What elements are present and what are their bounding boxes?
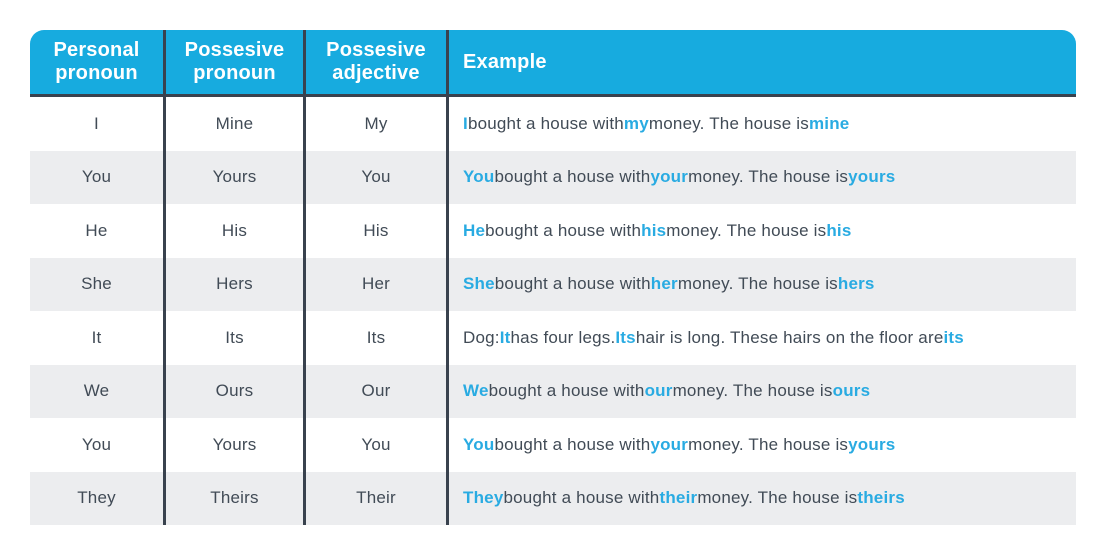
cell-possessive-adjective: Her <box>306 258 449 312</box>
highlighted-word: its <box>943 327 964 347</box>
cell-possessive-pronoun: His <box>166 204 306 258</box>
cell-example <box>449 311 1076 365</box>
cell-example <box>449 97 1076 151</box>
highlighted-word: They <box>463 488 504 508</box>
table-row <box>30 204 1076 258</box>
cell-possessive-pronoun: Ours <box>166 365 306 419</box>
example-text: bought a house with <box>488 381 645 401</box>
cell-example <box>449 418 1076 472</box>
cell-possessive-pronoun: Yours <box>166 151 306 205</box>
table-row <box>30 97 1076 151</box>
cell-possessive-adjective: Our <box>306 365 449 419</box>
example-text: money. The house is <box>666 220 827 240</box>
example-text: money. The house is <box>648 113 809 133</box>
cell-possessive-adjective: You <box>306 418 449 472</box>
cell-possessive-pronoun: Yours <box>166 418 306 472</box>
example-text: bought a house with <box>503 488 660 508</box>
table-row <box>30 472 1076 526</box>
example-text: money. The house is <box>688 434 849 454</box>
highlighted-word: yours <box>848 167 896 187</box>
cell-possessive-adjective: Their <box>306 472 449 526</box>
cell-example <box>449 204 1076 258</box>
table-row <box>30 311 1076 365</box>
highlighted-word: their <box>659 488 698 508</box>
example-text: money. The house is <box>688 167 849 187</box>
example-text: money. The house is <box>672 381 833 401</box>
cell-example <box>449 151 1076 205</box>
example-text: money. The house is <box>677 274 838 294</box>
highlighted-word: We <box>463 381 489 401</box>
cell-example <box>449 258 1076 312</box>
cell-personal-pronoun: It <box>30 311 166 365</box>
cell-example <box>449 472 1076 526</box>
cell-possessive-adjective: My <box>306 97 449 151</box>
cell-possessive-adjective: His <box>306 204 449 258</box>
header-possessive-pronoun: Possesive pronoun <box>166 30 306 94</box>
highlighted-word: your <box>650 167 689 187</box>
cell-possessive-pronoun: Hers <box>166 258 306 312</box>
example-text: has four legs. <box>510 327 616 347</box>
highlighted-word: It <box>499 327 511 347</box>
cell-personal-pronoun: I <box>30 97 166 151</box>
header-possessive-adjective: Possesive adjective <box>306 30 449 94</box>
cell-possessive-pronoun: Theirs <box>166 472 306 526</box>
example-text: bought a house with <box>494 434 651 454</box>
example-text: money. The house is <box>697 488 858 508</box>
example-text: bought a house with <box>467 113 624 133</box>
highlighted-word: You <box>463 167 495 187</box>
highlighted-word: He <box>463 220 486 240</box>
highlighted-word: Its <box>615 327 636 347</box>
highlighted-word: yours <box>848 434 896 454</box>
highlighted-word: your <box>650 434 689 454</box>
cell-personal-pronoun: You <box>30 418 166 472</box>
highlighted-word: ours <box>832 381 871 401</box>
highlighted-word: my <box>623 113 649 133</box>
highlighted-word: You <box>463 434 495 454</box>
cell-example <box>449 365 1076 419</box>
table-header <box>30 30 1076 97</box>
header-example: Example <box>463 50 547 73</box>
cell-possessive-pronoun: Its <box>166 311 306 365</box>
highlighted-word: theirs <box>857 488 905 508</box>
cell-personal-pronoun: We <box>30 365 166 419</box>
table-row <box>30 258 1076 312</box>
example-text: Dog: <box>463 327 500 347</box>
highlighted-word: mine <box>808 113 850 133</box>
table-body <box>30 97 1076 525</box>
highlighted-word: hers <box>837 274 875 294</box>
pronoun-table <box>30 30 1076 525</box>
highlighted-word: our <box>644 381 673 401</box>
highlighted-word: She <box>463 274 495 294</box>
example-text: bought a house with <box>494 167 651 187</box>
cell-personal-pronoun: He <box>30 204 166 258</box>
cell-possessive-adjective: Its <box>306 311 449 365</box>
cell-possessive-adjective: You <box>306 151 449 205</box>
header-personal-pronoun: Personal pronoun <box>30 30 166 94</box>
example-text: bought a house with <box>494 274 651 294</box>
table-row <box>30 365 1076 419</box>
highlighted-word: his <box>826 220 852 240</box>
table-row <box>30 151 1076 205</box>
cell-personal-pronoun: She <box>30 258 166 312</box>
cell-possessive-pronoun: Mine <box>166 97 306 151</box>
example-text: bought a house with <box>485 220 642 240</box>
highlighted-word: his <box>641 220 667 240</box>
highlighted-word: I <box>463 113 468 133</box>
cell-personal-pronoun: They <box>30 472 166 526</box>
table-row <box>30 418 1076 472</box>
highlighted-word: her <box>650 274 678 294</box>
cell-personal-pronoun: You <box>30 151 166 205</box>
example-text: hair is long. These hairs on the floor are <box>635 327 944 347</box>
